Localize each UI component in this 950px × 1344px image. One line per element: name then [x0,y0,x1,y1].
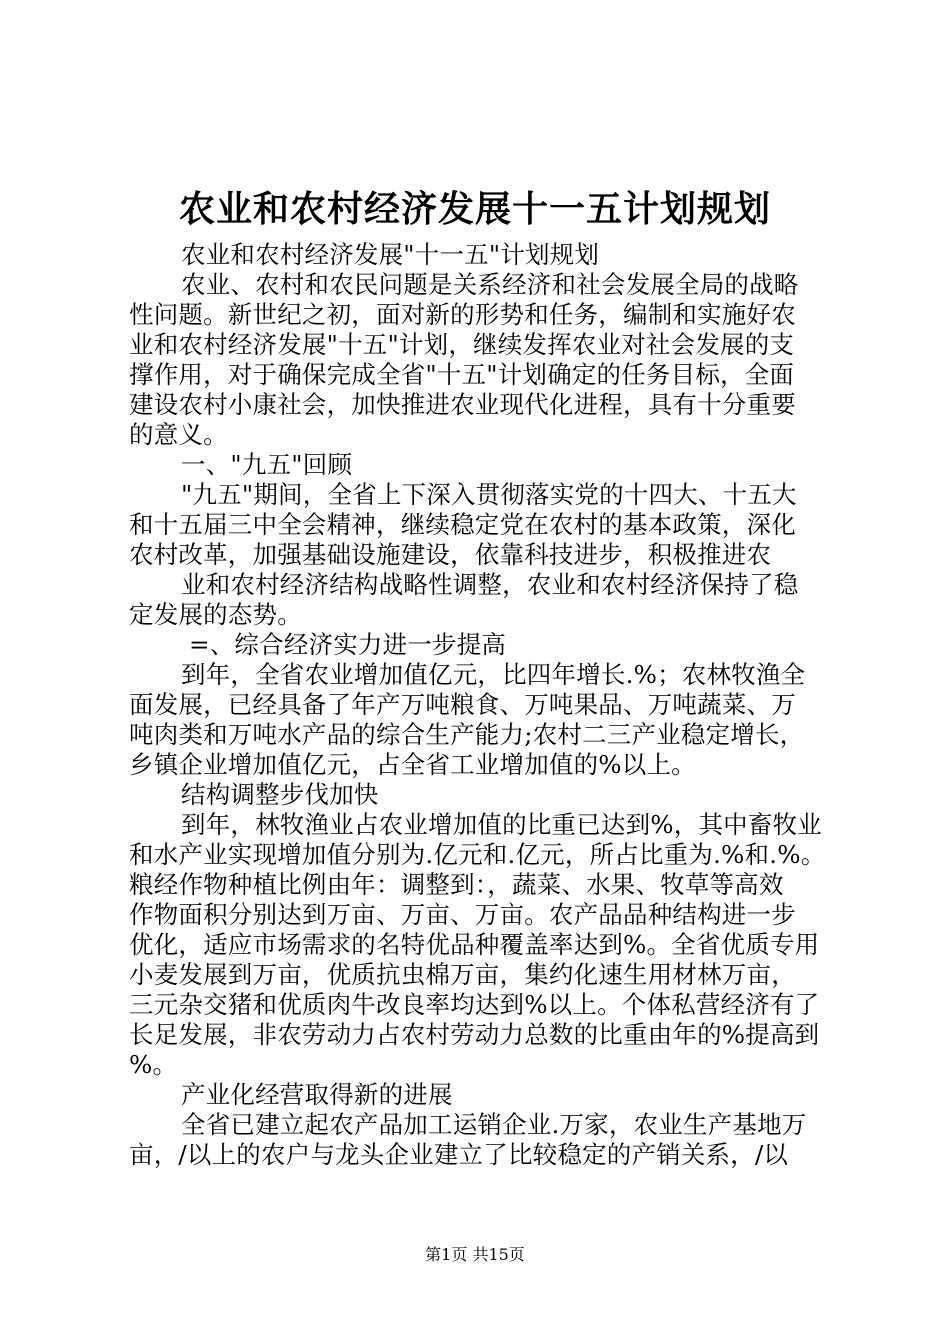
paragraph-line: %。 [129,1050,178,1079]
paragraph-line: 面发展，已经具备了年产万吨粮食、万吨果品、万吨蔬菜、万 [129,690,796,719]
subtitle-line: 农业和农村经济发展"十一五"计划规划 [181,240,600,269]
paragraph-line: 作物面积分别达到万亩、万亩、万亩。农产品品种结构进一步 [129,900,796,929]
paragraph-line: 优化，适应市场需求的名特优品种覆盖率达到%。全省优质专用 [129,930,820,959]
paragraph-line: 吨肉类和万吨水产品的综合生产能力;农村二三产业稳定增长， [129,720,805,749]
paragraph-line: 建设农村小康社会，加快推进农业现代化进程，具有十分重要 [129,390,796,419]
page-number-footer: 第1页 共15页 [425,1245,525,1264]
paragraph-line: 和水产业实现增加值分别为.亿元和.亿元，所占比重为.%和.%。 [129,840,826,869]
paragraph-line: 农业、农村和农民问题是关系经济和社会发展全局的战略 [181,270,799,299]
paragraph-line: 业和农村经济发展"十五"计划，继续发挥农业对社会发展的支 [129,330,795,359]
paragraph-line: 到年，全省农业增加值亿元，比四年增长.%；农林牧渔全 [181,660,806,689]
paragraph-line: 性问题。新世纪之初，面对新的形势和任务，编制和实施好农 [129,300,796,329]
paragraph-line: 乡镇企业增加值亿元，占全省工业增加值的%以上。 [129,750,696,779]
paragraph-line: "九五"期间，全省上下深入贯彻落实党的十四大、十五大 [181,480,797,509]
paragraph-line: 亩，/以上的农户与龙头企业建立了比较稳定的产销关系，/以 [129,1140,789,1169]
section-heading: 结构调整步伐加快 [181,780,379,809]
section-heading: 一、"九五"回顾 [181,450,353,479]
document-title: 农业和农村经济发展十一五计划规划 [178,188,771,230]
paragraph-line: 全省已建立起农产品加工运销企业.万家，农业生产基地万 [181,1110,807,1139]
section-heading: 产业化经营取得新的进展 [181,1080,453,1109]
paragraph-line: 长足发展，非农劳动力占农村劳动力总数的比重由年的%提高到 [129,1020,820,1049]
paragraph-line: 粮经作物种植比例由年：调整到：，蔬菜、水果、牧草等高效 [129,870,784,899]
section-heading: =、综合经济实力进一步提高 [189,630,507,659]
paragraph-line: 的意义。 [129,420,228,449]
paragraph-line: 定发展的态势。 [129,600,302,629]
paragraph-line: 业和农村经济结构战略性调整，农业和农村经济保持了稳 [181,570,799,599]
paragraph-line: 到年，林牧渔业占农业增加值的比重已达到%，其中畜牧业 [181,810,822,839]
paragraph-line: 撑作用，对于确保完成全省"十五"计划确定的任务目标，全面 [129,360,795,389]
paragraph-line: 农村改革，加强基础设施建设，依靠科技进步，积极推进农 [129,540,772,569]
paragraph-line: 小麦发展到万亩，优质抗虫棉万亩，集约化速生用材林万亩， [129,960,796,989]
paragraph-line: 三元杂交猪和优质肉牛改良率均达到%以上。个体私营经济有了 [129,990,820,1019]
document-body [129,240,829,1170]
paragraph-line: 和十五届三中全会精神，继续稳定党在农村的基本政策，深化 [129,510,796,539]
